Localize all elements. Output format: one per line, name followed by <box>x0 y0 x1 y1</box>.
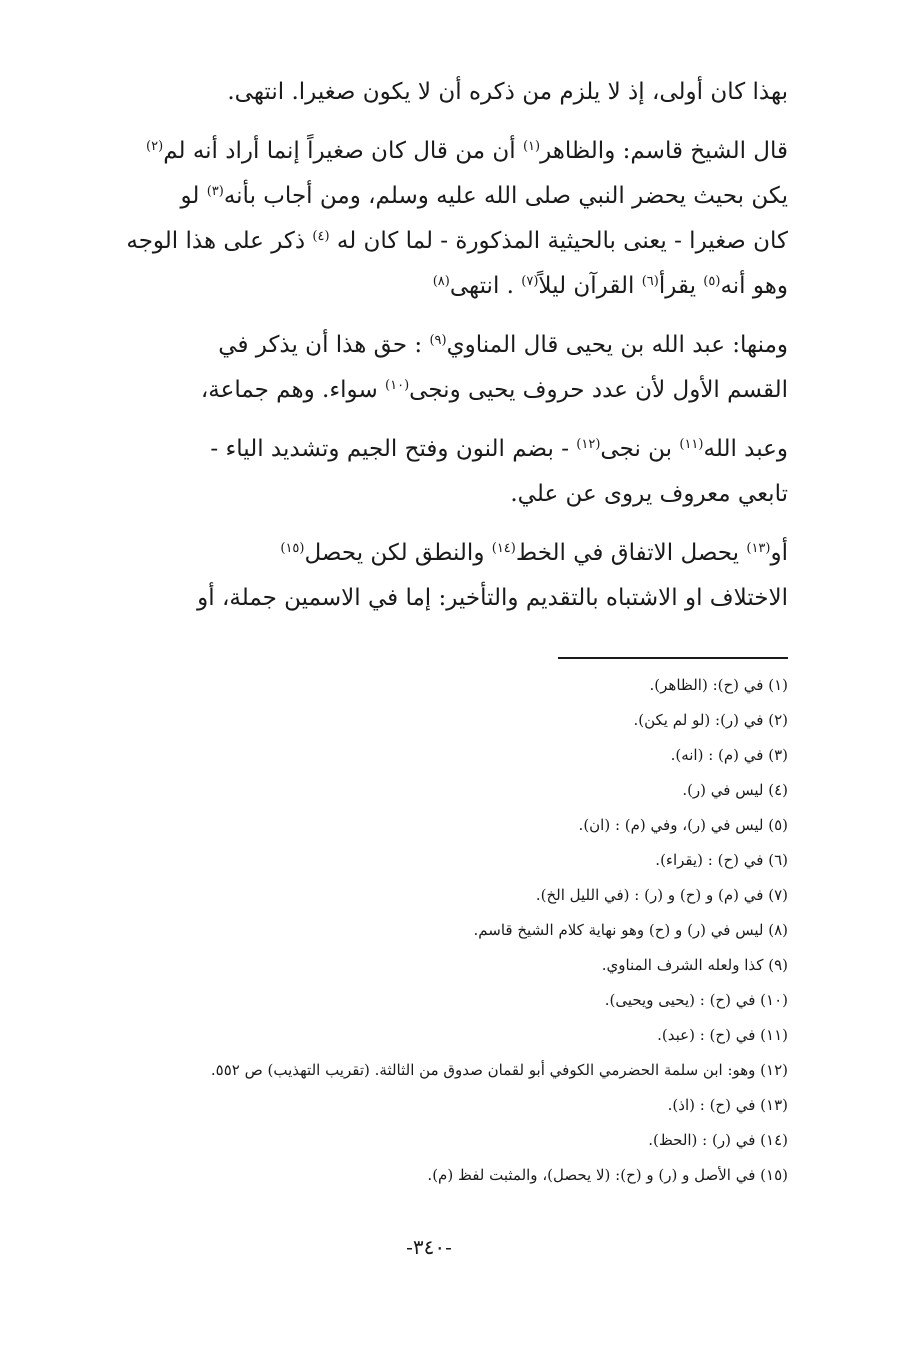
footnote-ref: (٨) <box>432 274 450 290</box>
paragraph <box>70 70 788 115</box>
text-run: أن من قال كان صغيراً إنما أراد أنه لم <box>163 138 523 164</box>
text-line <box>70 129 788 174</box>
footnote-ref: (١٤) <box>491 541 516 557</box>
footnote-ref: (١٥) <box>280 541 305 557</box>
footnote-separator <box>558 657 788 659</box>
text-line <box>70 174 788 219</box>
footnote-ref: (٩) <box>429 333 447 349</box>
footnote: (٥) ليس في (ر)، وفي (م) : (ان). <box>578 816 788 834</box>
footnotes <box>70 668 788 1193</box>
footnote: (٧) في (م) و (ح) و (ر) : (في الليل الخ). <box>535 886 788 904</box>
text-run: كان صغيرا - يعنى بالحيثية المذكورة - لما كان له <box>329 228 788 254</box>
text-run: يحصل الاتفاق في الخط <box>515 540 747 566</box>
footnote: (٨) ليس في (ر) و (ح) وهو نهاية كلام الشيخ قاسم. <box>473 921 788 939</box>
text-line <box>70 427 788 472</box>
footnote-ref: (١٠) <box>385 378 410 394</box>
footnote-ref: (١١) <box>679 437 704 453</box>
footnote-ref: (٦) <box>641 274 659 290</box>
text-run: بن نجى <box>600 436 680 462</box>
text-line <box>70 576 788 621</box>
footnote: (٦) في (ح) : (يقراء). <box>655 851 788 869</box>
text-run: الاختلاف او الاشتباه بالتقديم والتأخير: إما في الاسمين جملة، أو <box>197 585 788 611</box>
footnote-ref: (١٢) <box>576 437 601 453</box>
text-run: سواء. وهم جماعة، <box>200 377 386 403</box>
text-line <box>70 219 788 264</box>
footnote-ref: (٤) <box>312 229 330 245</box>
footnote: (١) في (ح): (الظاهر). <box>649 676 788 694</box>
text-run: - بضم النون وفتح الجيم وتشديد الياء - <box>210 436 577 462</box>
footnote-ref: (٧) <box>521 274 539 290</box>
text-line <box>70 472 788 517</box>
paragraph <box>70 323 788 413</box>
footnote-ref: (٣) <box>206 184 224 200</box>
paragraph <box>70 427 788 517</box>
footnote: (٤) ليس في (ر). <box>682 781 788 799</box>
text-run: . انتهى <box>449 273 522 299</box>
text-run: : حق هذا أن يذكر في <box>218 332 430 358</box>
text-run: وهو أنه <box>720 273 788 299</box>
footnote: (٩) كذا ولعله الشرف المناوي. <box>601 956 788 974</box>
text-run: يقرأ <box>658 273 704 299</box>
page-number: -٣٤٠- <box>406 1235 452 1259</box>
text-run: ومنها: عبد الله بن يحيى قال المناوي <box>446 332 788 358</box>
text-line <box>70 531 788 576</box>
footnote-ref: (٥) <box>703 274 721 290</box>
footnote: (٣) في (م) : (انه). <box>670 746 788 764</box>
text-run: ذكر على هذا الوجه <box>126 228 313 254</box>
text-run: أو <box>770 540 788 566</box>
text-run: القرآن ليلاً <box>538 273 642 299</box>
footnote: (١١) في (ح) : (عبد). <box>657 1026 788 1044</box>
footnote: (١٥) في الأصل و (ر) و (ح): (لا يحصل)، والمثبت لفظ (م). <box>427 1166 788 1184</box>
footnote: (١٠) في (ح) : (يحيى ويحيى). <box>604 991 788 1009</box>
text-line <box>70 323 788 368</box>
text-run: والنطق لكن يحصل <box>304 540 492 566</box>
text-run: لو <box>180 183 207 209</box>
footnote-ref: (١) <box>522 139 541 155</box>
text-run: قال الشيخ قاسم: والظاهر <box>540 138 788 164</box>
text-run: يكن بحيث يحضر النبي صلى الله عليه وسلم، ومن أجاب بأنه <box>223 183 788 209</box>
footnote: (١٣) في (ح) : (اذ). <box>667 1096 788 1114</box>
footnote: (٢) في (ر): (لو لم يكن). <box>633 711 788 729</box>
text-run: وعبد الله <box>703 436 788 462</box>
text-run: بهذا كان أولى، إذ لا يلزم من ذكره أن لا يكون صغيرا. انتهى. <box>227 79 788 105</box>
footnote-ref: (١٣) <box>746 541 771 557</box>
paragraph <box>70 531 788 621</box>
text-line <box>70 368 788 413</box>
book-page <box>70 70 788 1259</box>
text-line <box>70 264 788 309</box>
footnote: (١٤) في (ر) : (الحظ). <box>648 1131 788 1149</box>
footnote-ref: (٢) <box>146 139 164 155</box>
paragraph <box>70 129 788 309</box>
main-text <box>70 70 788 621</box>
text-run: القسم الأول لأن عدد حروف يحيى ونجى <box>409 377 788 403</box>
footnote: (١٢) وهو: ابن سلمة الحضرمي الكوفي أبو لقمان صدوق من الثالثة. (تقريب التهذيب) ص ٥٥٢. <box>210 1061 788 1079</box>
text-line <box>70 70 788 115</box>
text-run: تابعي معروف يروى عن علي. <box>510 481 788 507</box>
